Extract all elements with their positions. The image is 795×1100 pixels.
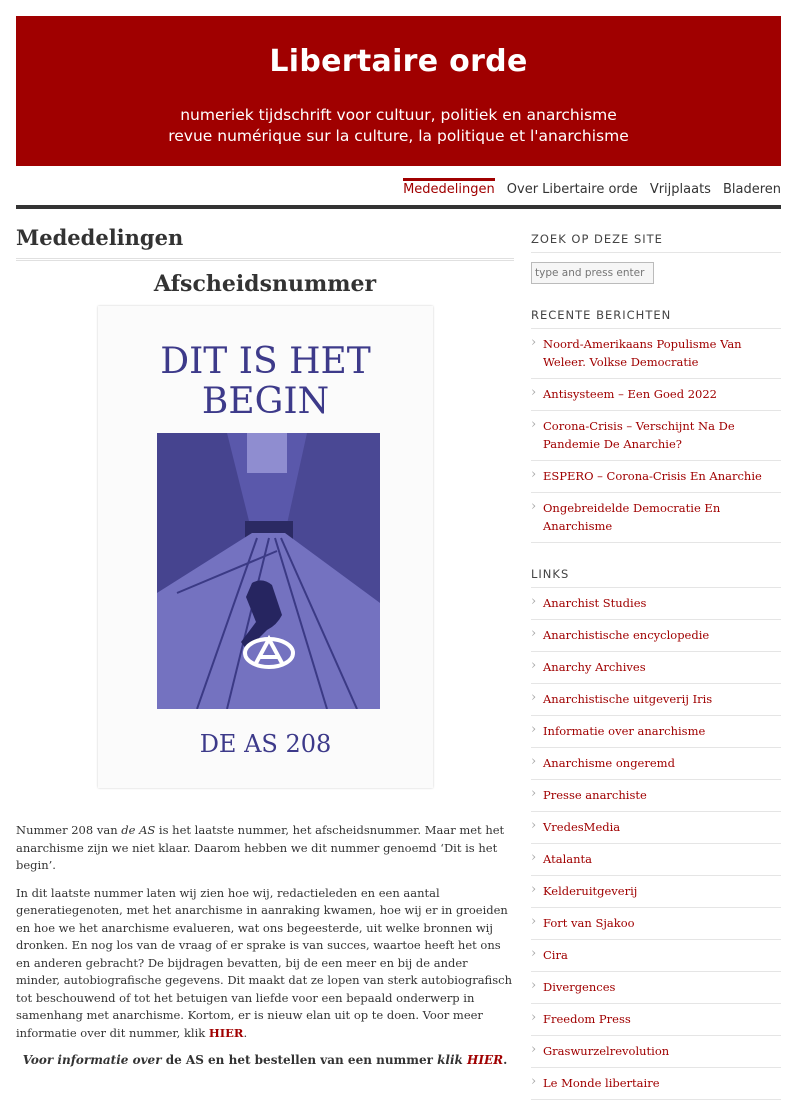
nav-item-over[interactable]: Over Libertaire orde [506,182,638,197]
tagline-fr: revue numérique sur la culture, la politique et l'anarchisme [168,127,629,145]
link-item[interactable]: › Graswurzelrevolution [531,1036,781,1068]
link-item[interactable]: › Divergences [531,972,781,1004]
cover-title [98,342,433,422]
link-item[interactable]: › Anarchy Archives [531,652,781,684]
recent-posts-list [531,329,781,543]
post-title[interactable]: Afscheidsnummer [153,271,377,297]
cover-title-line1: DIT IS HET [160,341,371,382]
site-header [16,16,781,166]
recent-post-item[interactable]: › Ongebreidelde Democratie En Anarchisme [531,493,781,543]
cover-title-line2: BEGIN [201,381,330,422]
site-title[interactable]: Libertaire orde [269,44,528,79]
main-content [16,222,514,1067]
link-item[interactable]: › Anarchisme ongeremd [531,748,781,780]
link-item[interactable]: › Fort van Sjakoo [531,908,781,940]
link-item[interactable]: › Anarchistische encyclopedie [531,620,781,652]
link-item[interactable]: › Informatie over anarchisme [531,716,781,748]
links-list [531,588,781,1100]
nav-divider [16,205,781,209]
link-item[interactable]: › Cira [531,940,781,972]
paragraph-2: In dit laatste nummer laten wij zien hoe wij, redactieleden en een aantal generatiegenoten, met het anarchisme in aanraking kwamen, hoe wij er in groeiden en hoe we het anarchisme evalueren, wat ons begeesterde, uit welke bronnen wij dronken. En nog los van de vraag of er sprake is van succes, waartoe heeft het ons en anderen gebracht? De bijdragen bevatten, bij de een meer en bij de ander minder, autobiografische gegevens. Dit maakt dat ze lopen van sterk autobiografisch tot beschouwend of tot het betuigen van liefde voor een bepaald onderwerp in samenhang met anarchisme. Kortom, er is nieuw elan uit op te doen. Voor meer informatie over dit nummer, klik HIER. [16,885,512,1040]
recent-post-item[interactable]: › Noord-Amerikaans Populisme Van Weleer. Volkse Democratie [531,329,781,379]
street-scene-illustration [157,433,380,709]
cover-photo [157,433,380,709]
nav-item-vrijplaats[interactable]: Vrijplaats [649,182,711,197]
order-link[interactable]: HIER [467,1053,504,1067]
cover-footer: DE AS 208 [199,730,332,758]
more-info-link[interactable]: HIER [208,1025,244,1040]
nav-item-bladeren[interactable]: Bladeren [722,182,781,197]
search-input[interactable] [531,262,654,284]
link-item[interactable]: › Le Monde libertaire [531,1068,781,1100]
post-body [16,822,514,1080]
link-item[interactable]: › Freedom Press [531,1004,781,1036]
link-item[interactable]: › Kelderuitgeverij [531,876,781,908]
recent-post-item[interactable]: › Antisysteem – Een Goed 2022 [531,379,781,411]
sidebar [531,222,781,1100]
paragraph-1: Nummer 208 van de AS is het laatste nummer, het afscheidsnummer. Maar met het anarchisme zijn we niet klaar. Daarom hebben we dit nummer genoemd ‘Dit is het begin’. [16,823,505,872]
main-nav [391,178,781,203]
tagline-nl: numeriek tijdschrift voor cultuur, politiek en anarchisme [180,106,617,124]
link-item[interactable]: › Presse anarchiste [531,780,781,812]
recent-post-item[interactable]: › ESPERO – Corona-Crisis En Anarchie [531,461,781,493]
order-info-line: Voor informatie over de AS en het bestellen van een nummer klik HIER. [22,1053,508,1067]
link-item[interactable]: › Atalanta [531,844,781,876]
link-item[interactable]: › Anarchistische uitgeverij Iris [531,684,781,716]
link-item[interactable]: › Anarchist Studies [531,588,781,620]
nav-item-mededelingen[interactable]: Mededelingen [403,178,495,203]
recent-post-item[interactable]: › Corona-Crisis – Verschijnt Na De Pandemie De Anarchie? [531,411,781,461]
links-title: LINKS [531,557,781,588]
page-title: Mededelingen [16,222,514,261]
recent-posts-title: RECENTE BERICHTEN [531,298,781,329]
cover-image[interactable] [98,306,433,788]
search-widget-title: ZOEK OP DEZE SITE [531,222,781,253]
link-item[interactable]: › VredesMedia [531,812,781,844]
